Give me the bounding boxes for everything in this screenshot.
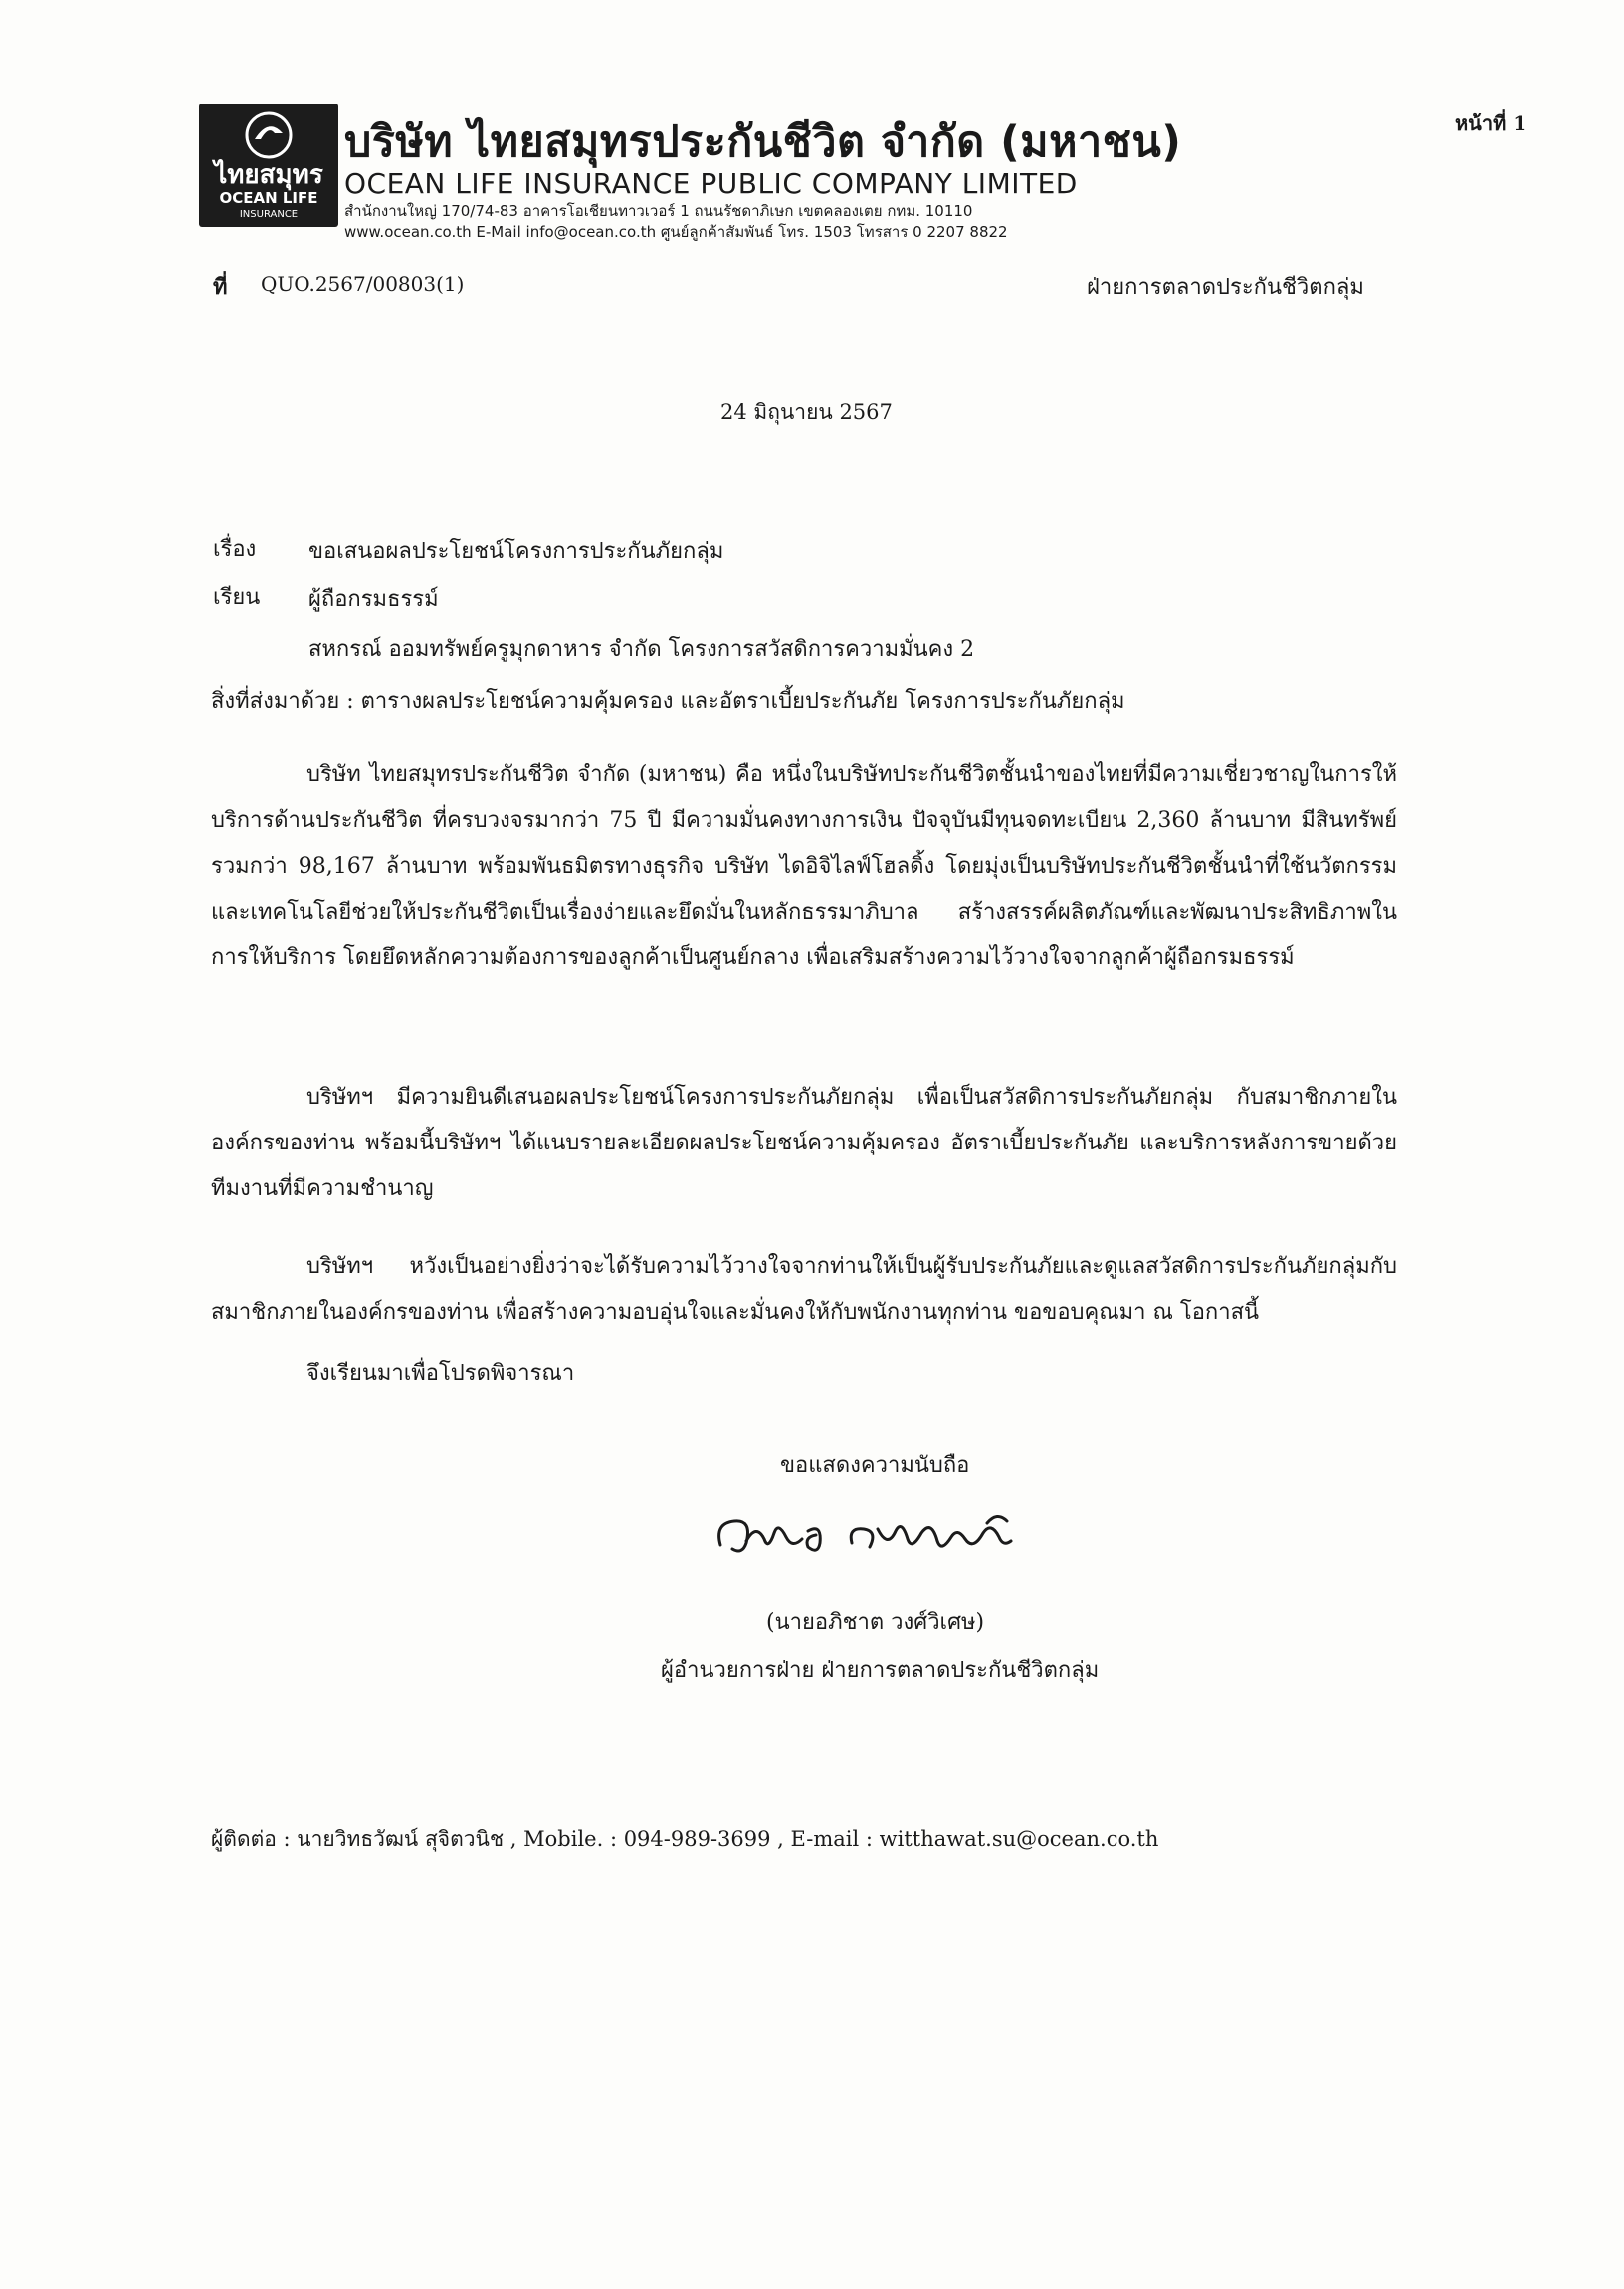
- logo-text-eng: OCEAN LIFE: [219, 189, 318, 207]
- signer-title: ผู้อำนวยการฝ่าย ฝ่ายการตลาดประกันชีวิตกลุ่ม: [661, 1658, 1100, 1683]
- letter-date: 24 มิถุนายน 2567: [720, 400, 893, 424]
- department-name: ฝ่ายการตลาดประกันชีวิตกลุ่ม: [1087, 275, 1364, 300]
- contact-line: ผู้ติดต่อ : นายวิทธวัฒน์ สุจิตวนิช , Mobile. : 094-989-3699 , E-mail : witthawat.su@ocean.co.th: [211, 1827, 1159, 1851]
- company-contact-line: www.ocean.co.th E-Mail info@ocean.co.th ศูนย์ลูกค้าสัมพันธ์ โทร. 1503 โทรสาร 0 2207 8822: [344, 223, 1008, 241]
- recipient-label: เรียน: [213, 585, 261, 610]
- body-paragraph-3: บริษัทฯ หวังเป็นอย่างยิ่งว่าจะได้รับความไว้วางใจจากท่านให้เป็นผู้รับประกันภัยและดูแลสวัสดิการประกันภัยกลุ่มกับสมาชิกภายในองค์กรของท่าน เพื่อสร้างความอบอุ่นใจและมั่นคงให้กับพนักงานทุกท่าน ขอขอบคุณมา ณ โอกาสนี้: [211, 1254, 1397, 1325]
- signer-name: (นายอภิชาต วงศ์วิเศษ): [766, 1610, 985, 1635]
- company-name-thai: บริษัท ไทยสมุทรประกันชีวิต จำกัด (มหาชน): [344, 117, 1182, 167]
- body-paragraph-2: บริษัทฯ มีความยินดีเสนอผลประโยชน์โครงการประกันภัยกลุ่ม เพื่อเป็นสวัสดิการประกันภัยกลุ่ม กับสมาชิกภายในองค์กรของท่าน พร้อมนี้บริษัทฯ ได้แนบรายละเอียดผลประโยชน์ความคุ้มครอง อัตราเบี้ยประกันภัย และบริการหลังการขายด้วยทีมงานที่มีความชำนาญ: [211, 1085, 1397, 1201]
- logo-text-thai: ไทยสมุทร: [214, 160, 323, 190]
- recipient-line-1: ผู้ถือกรมธรรม์: [308, 587, 439, 612]
- subject-label: เรื่อง: [213, 537, 257, 562]
- enclosure-line: สิ่งที่ส่งมาด้วย : ตารางผลประโยชน์ความคุ้มครอง และอัตราเบี้ยประกันภัย โครงการประกันภัยกลุ่ม: [211, 689, 1125, 714]
- recipient-line-2: สหกรณ์ ออมทรัพย์ครูมุกดาหาร จำกัด โครงการสวัสดิการความมั่นคง 2: [308, 637, 975, 662]
- body-paragraph-4: จึงเรียนมาเพื่อโปรดพิจารณา: [306, 1361, 575, 1386]
- page-number: หน้าที่ 1: [1455, 111, 1527, 135]
- handwritten-signature: [712, 1493, 1031, 1576]
- closing-salutation: ขอแสดงความนับถือ: [780, 1453, 970, 1478]
- reference-label: ที่: [213, 274, 228, 300]
- company-address: สำนักงานใหญ่ 170/74-83 อาคารโอเชียนทาวเวอร์ 1 ถนนรัชดาภิเษก เขตคลองเตย กทม. 10110: [344, 202, 973, 220]
- reference-number: QUO.2567/00803(1): [261, 272, 465, 296]
- company-name-english: OCEAN LIFE INSURANCE PUBLIC COMPANY LIMITED: [344, 167, 1078, 200]
- body-paragraph-1: บริษัท ไทยสมุทรประกันชีวิต จำกัด (มหาชน) คือ หนึ่งในบริษัทประกันชีวิตชั้นนำของไทยที่มีความเชี่ยวชาญในการให้บริการด้านประกันชีวิต ที่ครบวงจรมากว่า 75 ปี มีความมั่นคงทางการเงิน ปัจจุบันมีทุนจดทะเบียน 2,360 ล้านบาท มีสินทรัพย์รวมกว่า 98,167 ล้านบาท พร้อมพันธมิตรทางธุรกิจ บริษัท ไดอิจิไลฟ์โฮลดิ้ง โดยมุ่งเป็นบริษัทประกันชีวิตชั้นนำที่ใช้นวัตกรรมและเทคโนโลยีช่วยให้ประกันชีวิตเป็นเรื่องง่ายและยึดมั่นในหลักธรรมาภิบาล สร้างสรรค์ผลิตภัณฑ์และพัฒนาประสิทธิภาพในการให้บริการ โดยยึดหลักความต้องการของลูกค้าเป็นศูนย์กลาง เพื่อเสริมสร้างความไว้วางใจจากลูกค้าผู้ถือกรมธรรม์: [211, 762, 1397, 970]
- subject-text: ขอเสนอผลประโยชน์โครงการประกันภัยกลุ่ม: [308, 539, 724, 564]
- logo-text-sub: INSURANCE: [239, 209, 299, 220]
- company-logo: [199, 104, 338, 227]
